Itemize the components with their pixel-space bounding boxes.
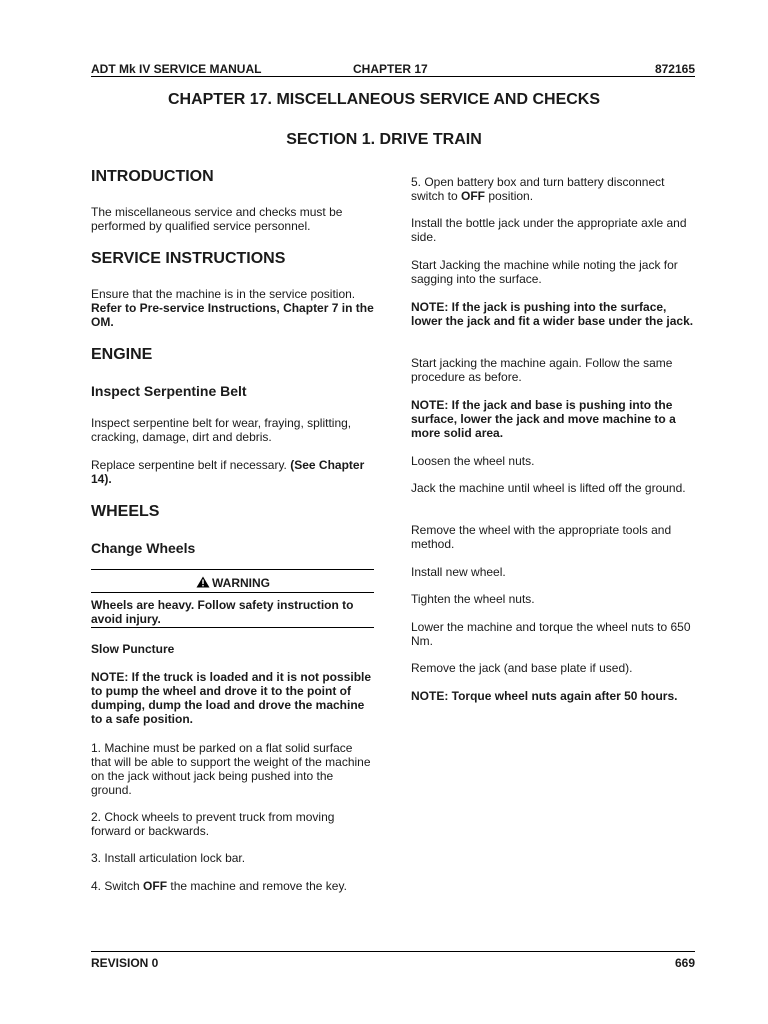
service-reference: Refer to Pre-service Instructions, Chapter 7 in the OM. <box>91 301 374 329</box>
remove-jack-text: Remove the jack (and base plate if used). <box>411 661 633 675</box>
revision-label: REVISION 0 <box>91 956 159 970</box>
left-column <box>91 0 375 1024</box>
warning-top-rule <box>91 569 374 570</box>
introduction-heading: INTRODUCTION <box>91 168 214 185</box>
introduction-text: The miscellaneous service and checks must be performed by qualified service personnel. <box>91 205 343 233</box>
warning-text: Wheels are heavy. Follow safety instruction to avoid injury. <box>91 598 354 626</box>
serpentine-belt-heading: Inspect Serpentine Belt <box>91 383 247 399</box>
lower-and-torque-text: Lower the machine and torque the wheel nuts to 650 Nm. <box>411 620 691 648</box>
engine-heading: ENGINE <box>91 346 153 363</box>
jack-base-note: NOTE: If the jack and base is pushing into the surface, lower the jack and move machine to a more solid area. <box>411 398 676 440</box>
section-title: SECTION 1. DRIVE TRAIN <box>286 131 482 148</box>
loosen-nuts-text: Loosen the wheel nuts. <box>411 454 535 468</box>
step-4-text: 4. Switch OFF the machine and remove the key. <box>91 879 347 893</box>
step-2-text: 2. Chock wheels to prevent truck from moving forward or backwards. <box>91 810 335 838</box>
wheels-heading: WHEELS <box>91 503 160 520</box>
service-instructions-heading: SERVICE INSTRUCTIONS <box>91 250 286 267</box>
chapter-label: CHAPTER 17 <box>353 62 428 76</box>
page-number: 669 <box>674 956 695 970</box>
warning-mid-rule <box>91 592 374 593</box>
warning-triangle-icon <box>196 576 210 588</box>
start-jacking-again-text: Start jacking the machine again. Follow the same procedure as before. <box>411 356 673 384</box>
install-bottle-jack-text: Install the bottle jack under the appropriate axle and side. <box>411 216 687 244</box>
service-instructions-text: Ensure that the machine is in the service position. Refer to Pre-service Instructions, Chapter 7 in the OM. <box>91 287 374 329</box>
change-wheels-heading: Change Wheels <box>91 540 196 556</box>
tighten-nuts-text: Tighten the wheel nuts. <box>411 592 535 606</box>
start-jacking-text: Start Jacking the machine while noting the jack for sagging into the surface. <box>411 258 678 286</box>
jack-until-lifted-text: Jack the machine until wheel is lifted off the ground. <box>411 481 686 495</box>
torque-again-note: NOTE: Torque wheel nuts again after 50 hours. <box>411 689 678 703</box>
belt-replace-text: Replace serpentine belt if necessary. (See Chapter 14). <box>91 458 365 486</box>
remove-wheel-text: Remove the wheel with the appropriate tools and method. <box>411 523 672 551</box>
manual-title: ADT Mk IV SERVICE MANUAL <box>91 62 262 76</box>
loaded-truck-note: NOTE: If the truck is loaded and it is not possible to pump the wheel and drove it to the point of dumping, dump the load and drove the machine to a safe position. <box>91 670 372 726</box>
jack-sagging-note: NOTE: If the jack is pushing into the surface, lower the jack and fit a wider base under the jack. <box>411 300 694 328</box>
warning-label: WARNING <box>91 576 375 590</box>
page-footer <box>91 951 695 972</box>
chapter-14-reference: (See Chapter 14). <box>91 458 365 486</box>
slow-puncture-label: Slow Puncture <box>91 642 175 656</box>
step-3-text: 3. Install articulation lock bar. <box>91 851 246 865</box>
chapter-title: CHAPTER 17. MISCELLANEOUS SERVICE AND CHECKS <box>167 91 601 108</box>
step-1-text: 1. Machine must be parked on a flat solid surface that will be able to support the weight of the machine on the jack without jack being pushed into the ground. <box>91 741 371 797</box>
document-number: 872165 <box>654 62 695 76</box>
right-column <box>411 0 695 1024</box>
step-5-text: 5. Open battery box and turn battery disconnect switch to OFF position. <box>411 175 665 203</box>
belt-inspect-text: Inspect serpentine belt for wear, fraying, splitting, cracking, damage, dirt and debris. <box>91 416 352 444</box>
install-wheel-text: Install new wheel. <box>411 565 506 579</box>
warning-bottom-rule <box>91 627 374 628</box>
